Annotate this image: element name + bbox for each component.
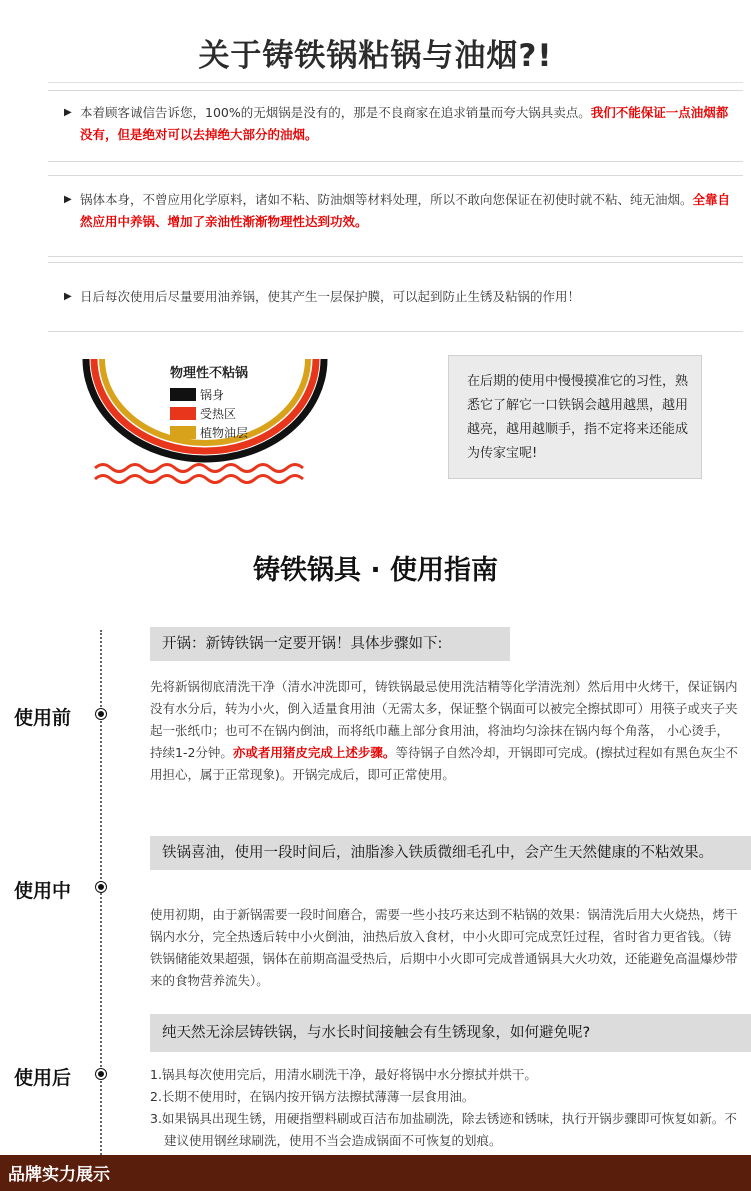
- stage-text-before-highlight: 亦或者用猪皮完成上述步骤。: [232, 745, 396, 760]
- note-3-text: 日后每次使用后尽量要用油养锅，使其产生一层保护膜，可以起到防止生锈及粘锅的作用！: [80, 289, 581, 304]
- list-item: 1.锅具每次使用完后，用清水刷洗干净，最好将锅中水分擦拭并烘干。: [150, 1067, 537, 1082]
- timeline-dot: [96, 709, 106, 719]
- stage-label-during: 使用中: [14, 880, 72, 902]
- stage-label-before: 使用前: [14, 707, 72, 729]
- legend-item: [170, 404, 248, 423]
- arrow-right-icon: ▶: [64, 107, 72, 118]
- note-2-text: 锅体本身，不曾应用化学原料，诸如不粘、防油烟等材料处理，所以不敢向您保证在初使时就不粘、纯无油烟。: [80, 192, 693, 207]
- timeline-dot: [96, 882, 106, 892]
- note-1-text: 本着顾客诚信告诉您，100%的无烟锅是没有的，那是不良商家在追求销量而夸大锅具卖点。: [80, 105, 591, 120]
- note-2-highlight: 全靠自然应用中养锅、增加了亲油性渐渐物理性达到功效。: [80, 192, 731, 229]
- legend-item: [170, 385, 248, 404]
- arrow-right-icon: ▶: [64, 291, 72, 302]
- diagram-legend: [170, 362, 248, 442]
- legend-item: [170, 423, 248, 442]
- note-1-highlight: 我们不能保证一点油烟都没有，但是绝对可以去掉绝大部分的油烟。: [80, 105, 729, 142]
- stage-head-after: 纯天然无涂层铸铁锅，与水长时间接触会有生锈现象，如何避免呢?: [150, 1014, 751, 1052]
- stage-list-after: [150, 1064, 740, 1152]
- note-1: [64, 102, 736, 146]
- legend-label: 植物油层: [200, 426, 249, 440]
- stage-text-during: 使用初期，由于新锅需要一段时间磨合，需要一些小技巧来达到不粘锅的效果：锅清洗后用大火烧热，烤干锅内水分，完全热透后转中小火倒油，油热后放入食材，中小火即可完成烹饪过程，省时省力更省钱。（铸铁锅储能效果超强，锅体在前期高温受热后，后期中小火即可完成普通锅具大火功效，还能避免高温爆炒带来的食物营养流失）。: [150, 907, 738, 988]
- stage-text-before-part1: 先将新锅彻底清洗干净（清水冲洗即可，铸铁锅最忌使用洗洁精等化学清洗剂）然后用中火烤干，保证锅内没有水分后，转为小火，倒入适量食用油（无需太多，保证整个锅面可以被完全擦拭即可）用筷子或夹子夹起一张纸巾；也可不在锅内倒油，而将纸巾蘸上部分食用油，将油均匀涂抹在锅内每个角落， 小心烫手，持续1-2分钟。: [150, 679, 738, 760]
- page-title: 关于铸铁锅粘锅与油烟?!: [198, 38, 553, 74]
- stage-text-before: [150, 676, 740, 786]
- note-3: [64, 286, 736, 308]
- legend-swatch-black: [170, 388, 196, 401]
- legend-label: 锅身: [200, 388, 225, 402]
- legend-swatch-red: [170, 407, 196, 420]
- timeline-dot: [96, 1069, 106, 1079]
- legend-swatch-gold: [170, 426, 196, 439]
- stage-head-during: 铁锅喜油，使用一段时间后，油脂渗入铁质微细毛孔中，会产生天然健康的不粘效果。: [150, 836, 751, 870]
- list-item: 2.长期不使用时，在锅内按开锅方法擦拭薄薄一层食用油。: [150, 1089, 475, 1104]
- quote-text: 在后期的使用中慢慢摸准它的习性，熟悉它了解它一口铁锅会越用越黑，越用越亮，越用越顺手，指不定将来还能成为传家宝呢!: [467, 374, 689, 461]
- note-2: [64, 189, 736, 233]
- title-divider: [48, 82, 743, 83]
- legend-label: 受热区: [200, 407, 237, 421]
- guide-title: 铸铁锅具 · 使用指南: [252, 555, 499, 586]
- stage-text-before-part2: 等待锅子自然冷却，开锅即可完成。(擦拭过程如有黑色灰尘不用担心，属于正常现象)。开锅完成后，即可正常使用。: [150, 745, 738, 782]
- arrow-right-icon: ▶: [64, 194, 72, 205]
- list-item: 3.如果锅具出现生锈，用硬指塑料刷或百洁布加盐刷洗，除去锈迹和锈味，执行开锅步骤即可恢复如新。不建议使用钢丝球刷洗，使用不当会造成锅面不可恢复的划痕。: [150, 1111, 737, 1148]
- stage-head-before: 开锅：新铸铁锅一定要开锅！具体步骤如下:: [150, 627, 510, 661]
- stage-label-after: 使用后: [14, 1067, 72, 1089]
- footer-bar: [0, 1155, 751, 1191]
- footer-title: 品牌实力展示: [8, 1165, 110, 1185]
- legend-title: 物理性不粘锅: [170, 366, 249, 381]
